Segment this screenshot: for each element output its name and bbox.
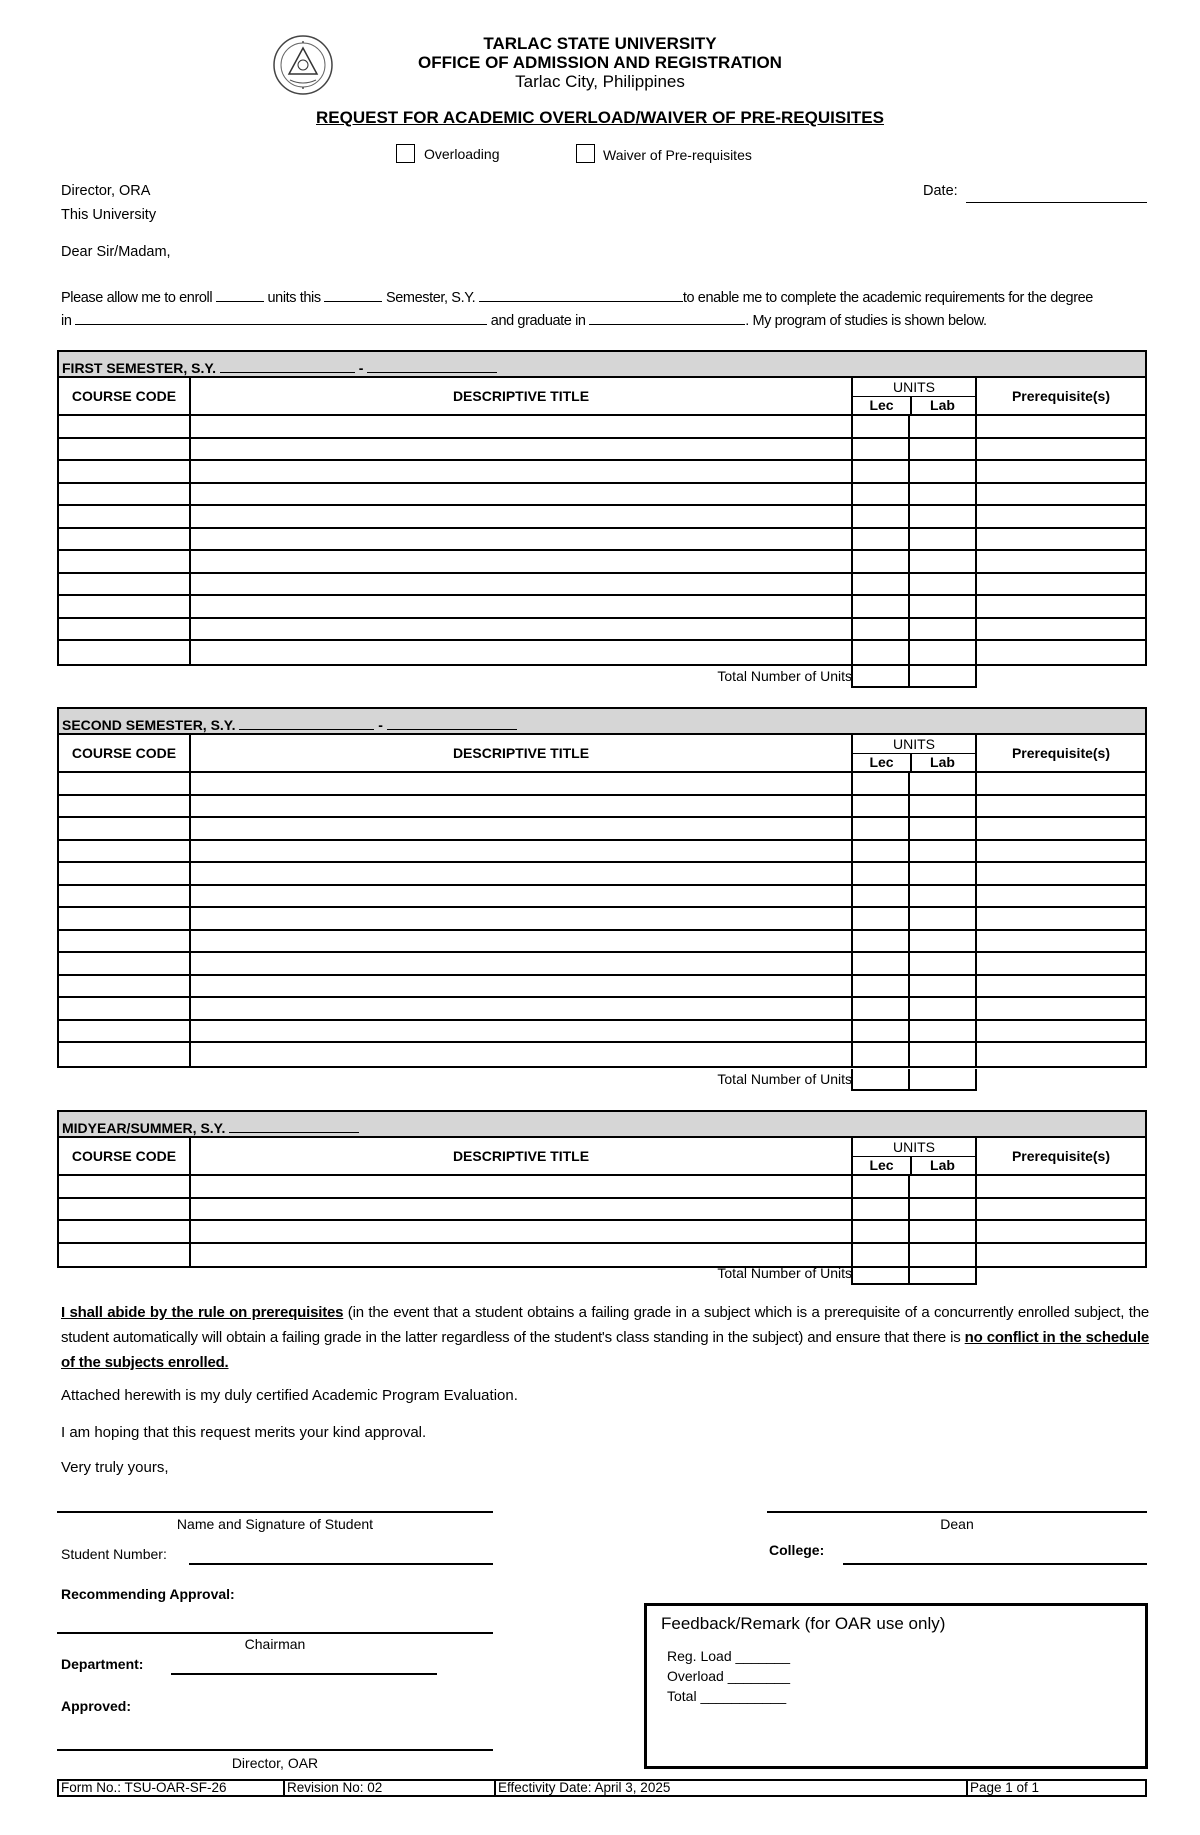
closing-text: Very truly yours, bbox=[61, 1459, 169, 1476]
lec-label: Lec bbox=[853, 396, 912, 414]
descriptive-title-cell[interactable] bbox=[191, 641, 853, 664]
table-row bbox=[59, 1043, 1145, 1066]
school-year-blank[interactable] bbox=[479, 287, 683, 302]
waiver-label: Waiver of Pre-requisites bbox=[603, 147, 752, 163]
pledge-no-conflict: no conflict in the schedule of the subjects enrolled. bbox=[61, 1329, 1149, 1371]
recommending-label: Recommending Approval: bbox=[61, 1586, 235, 1602]
first-total-lab[interactable] bbox=[908, 666, 977, 688]
table-row bbox=[59, 574, 1145, 597]
chairman-signature-line[interactable] bbox=[57, 1632, 493, 1634]
table-row bbox=[59, 641, 1145, 664]
descriptive-title-cell[interactable] bbox=[191, 484, 853, 505]
request-text-1: Please allow me to enroll bbox=[61, 290, 213, 306]
descriptive-title-cell[interactable] bbox=[191, 439, 853, 460]
overloading-label: Overloading bbox=[424, 146, 500, 162]
second-semester-header: SECOND SEMESTER, S.Y. - bbox=[59, 709, 1145, 735]
pledge-rule: I shall abide by the rule on prerequisites bbox=[61, 1304, 344, 1321]
page-number: Page 1 of 1 bbox=[970, 1780, 1040, 1795]
course-code-cell[interactable] bbox=[59, 641, 191, 664]
course-code-cell[interactable] bbox=[59, 976, 191, 997]
first-sy-blank-2[interactable] bbox=[367, 358, 497, 373]
lab-units-cell[interactable] bbox=[910, 484, 977, 505]
col-descriptive-title: DESCRIPTIVE TITLE bbox=[191, 378, 853, 414]
col-prerequisites: Prerequisite(s) bbox=[1011, 1148, 1111, 1164]
descriptive-title-cell[interactable] bbox=[191, 1199, 853, 1220]
table-row bbox=[59, 796, 1145, 819]
prerequisite-cell[interactable] bbox=[977, 641, 1145, 664]
course-code-cell[interactable] bbox=[59, 886, 191, 907]
table-row bbox=[59, 818, 1145, 841]
overload-field[interactable]: Overload ________ bbox=[667, 1668, 790, 1684]
form-title: REQUEST FOR ACADEMIC OVERLOAD/WAIVER OF PRE-REQUISITES bbox=[316, 108, 884, 127]
request-text-4: to enable me to complete the academic requirements for the degree bbox=[682, 290, 1093, 306]
table-row bbox=[59, 908, 1145, 931]
lab-units-cell[interactable] bbox=[910, 641, 977, 664]
lec-units-cell[interactable] bbox=[853, 1176, 910, 1197]
lab-units-cell[interactable] bbox=[910, 908, 977, 929]
descriptive-title-cell[interactable] bbox=[191, 998, 853, 1019]
second-total-lec[interactable] bbox=[851, 1069, 910, 1091]
first-total-label: Total Number of Units bbox=[717, 668, 852, 684]
lab-units-cell[interactable] bbox=[910, 416, 977, 437]
course-code-cell[interactable] bbox=[59, 1199, 191, 1220]
lec-units-cell[interactable] bbox=[853, 1221, 910, 1242]
table-row bbox=[59, 931, 1145, 954]
table-row bbox=[59, 619, 1145, 642]
lec-units-cell[interactable] bbox=[853, 1021, 910, 1042]
director-label: Director, OAR bbox=[231, 1755, 319, 1771]
col-prerequisites: Prerequisite(s) bbox=[1011, 388, 1111, 404]
lab-label: Lab bbox=[930, 1157, 955, 1173]
request-line2 bbox=[61, 310, 987, 329]
summer-total-lab[interactable] bbox=[908, 1263, 977, 1285]
summer-table bbox=[57, 1110, 1147, 1268]
course-code-cell[interactable] bbox=[59, 416, 191, 437]
summer-header: MIDYEAR/SUMMER, S.Y. bbox=[59, 1112, 1145, 1138]
table-row bbox=[59, 976, 1145, 999]
lab-units-cell[interactable] bbox=[910, 773, 977, 794]
lab-units-cell[interactable] bbox=[910, 863, 977, 884]
lab-units-cell[interactable] bbox=[910, 574, 977, 595]
hoping-text: I am hoping that this request merits your kind approval. bbox=[61, 1424, 427, 1441]
course-code-cell[interactable] bbox=[59, 908, 191, 929]
overloading-checkbox[interactable] bbox=[396, 144, 415, 163]
prerequisite-cell[interactable] bbox=[977, 574, 1145, 595]
director-signature-line[interactable] bbox=[57, 1749, 493, 1751]
lec-units-cell[interactable] bbox=[853, 506, 910, 527]
table-row bbox=[59, 596, 1145, 619]
course-code-cell[interactable] bbox=[59, 796, 191, 817]
table-row bbox=[59, 773, 1145, 796]
lec-units-cell[interactable] bbox=[853, 529, 910, 550]
semester-blank[interactable] bbox=[324, 287, 382, 302]
lec-units-cell[interactable] bbox=[853, 908, 910, 929]
request-text-2: units this bbox=[267, 290, 321, 306]
course-code-cell[interactable] bbox=[59, 574, 191, 595]
dean-signature-line[interactable] bbox=[767, 1511, 1147, 1513]
summer-total-lec[interactable] bbox=[851, 1263, 910, 1285]
table-row bbox=[59, 841, 1145, 864]
lec-units-cell[interactable] bbox=[853, 416, 910, 437]
lec-units-cell[interactable] bbox=[853, 773, 910, 794]
lec-units-cell[interactable] bbox=[853, 461, 910, 482]
col-prerequisites: Prerequisite(s) bbox=[1011, 745, 1111, 761]
summer-sy-blank[interactable] bbox=[229, 1118, 359, 1133]
descriptive-title-cell[interactable] bbox=[191, 461, 853, 482]
prerequisite-cell[interactable] bbox=[977, 1221, 1145, 1242]
prerequisite-cell[interactable] bbox=[977, 818, 1145, 839]
table-row bbox=[59, 886, 1145, 909]
lab-units-cell[interactable] bbox=[910, 953, 977, 974]
lec-units-cell[interactable] bbox=[853, 484, 910, 505]
lab-label: Lab bbox=[930, 397, 955, 413]
col-course-code: COURSE CODE bbox=[59, 1138, 191, 1174]
column-header-row bbox=[59, 1138, 1145, 1176]
lec-units-cell[interactable] bbox=[853, 796, 910, 817]
lec-units-cell[interactable] bbox=[853, 596, 910, 617]
lec-units-cell[interactable] bbox=[853, 976, 910, 997]
prerequisite-cell[interactable] bbox=[977, 1043, 1145, 1066]
units-label: UNITS bbox=[853, 1138, 975, 1157]
course-code-cell[interactable] bbox=[59, 931, 191, 952]
prerequisite-cell[interactable] bbox=[977, 773, 1145, 794]
second-total-lab[interactable] bbox=[908, 1069, 977, 1091]
descriptive-title-cell[interactable] bbox=[191, 773, 853, 794]
course-code-cell[interactable] bbox=[59, 619, 191, 640]
prerequisite-cell[interactable] bbox=[977, 484, 1145, 505]
column-header-row bbox=[59, 378, 1145, 416]
prerequisite-cell[interactable] bbox=[977, 551, 1145, 572]
descriptive-title-cell[interactable] bbox=[191, 574, 853, 595]
prerequisite-cell[interactable] bbox=[977, 529, 1145, 550]
course-code-cell[interactable] bbox=[59, 551, 191, 572]
lab-units-cell[interactable] bbox=[910, 461, 977, 482]
course-code-cell[interactable] bbox=[59, 1221, 191, 1242]
table-row bbox=[59, 439, 1145, 462]
lab-units-cell[interactable] bbox=[910, 1021, 977, 1042]
lec-label: Lec bbox=[853, 1156, 912, 1174]
attached-text: Attached herewith is my duly certified Academic Program Evaluation. bbox=[61, 1387, 518, 1404]
office-name: OFFICE OF ADMISSION AND REGISTRATION bbox=[418, 53, 782, 72]
feedback-box bbox=[644, 1603, 1148, 1769]
descriptive-title-cell[interactable] bbox=[191, 619, 853, 640]
descriptive-title-cell[interactable] bbox=[191, 796, 853, 817]
table-row bbox=[59, 1199, 1145, 1222]
table-row bbox=[59, 506, 1145, 529]
lec-units-cell[interactable] bbox=[853, 841, 910, 862]
course-code-cell[interactable] bbox=[59, 1043, 191, 1066]
col-units bbox=[853, 1138, 977, 1174]
lec-units-cell[interactable] bbox=[853, 998, 910, 1019]
lab-units-cell[interactable] bbox=[910, 841, 977, 862]
college-field[interactable] bbox=[843, 1563, 1147, 1565]
prerequisite-cell[interactable] bbox=[977, 416, 1145, 437]
second-total-label: Total Number of Units bbox=[717, 1071, 852, 1087]
second-sy-blank-1[interactable] bbox=[239, 715, 374, 730]
form-number: Form No.: TSU-OAR-SF-26 bbox=[59, 1781, 285, 1795]
lec-units-cell[interactable] bbox=[853, 641, 910, 664]
table-row bbox=[59, 953, 1145, 976]
table-row bbox=[59, 529, 1145, 552]
request-text-6: and graduate in bbox=[490, 313, 586, 329]
lab-units-cell[interactable] bbox=[910, 506, 977, 527]
prerequisite-cell[interactable] bbox=[977, 506, 1145, 527]
pledge-text: (in the event that a student obtains a failing grade in a subject which is a prerequisite of a concurrently enrolled subject, the student automatically will obtain a failing grade in the latter regardless of the student's class standing in the subject) and ensure that there is bbox=[61, 1304, 1150, 1346]
lec-units-cell[interactable] bbox=[853, 931, 910, 952]
form-footer bbox=[57, 1779, 1147, 1797]
course-code-cell[interactable] bbox=[59, 1176, 191, 1197]
course-code-cell[interactable] bbox=[59, 1021, 191, 1042]
table-row bbox=[59, 484, 1145, 507]
lab-units-cell[interactable] bbox=[910, 796, 977, 817]
lec-units-cell[interactable] bbox=[853, 953, 910, 974]
descriptive-title-cell[interactable] bbox=[191, 976, 853, 997]
col-course-code: COURSE CODE bbox=[59, 378, 191, 414]
summer-total-label: Total Number of Units bbox=[717, 1265, 852, 1281]
table-row bbox=[59, 1244, 1145, 1267]
total-field[interactable]: Total ___________ bbox=[667, 1688, 787, 1704]
descriptive-title-cell[interactable] bbox=[191, 953, 853, 974]
lab-units-cell[interactable] bbox=[910, 1043, 977, 1066]
course-code-cell[interactable] bbox=[59, 841, 191, 862]
lec-units-cell[interactable] bbox=[853, 574, 910, 595]
table-row bbox=[59, 863, 1145, 886]
descriptive-title-cell[interactable] bbox=[191, 506, 853, 527]
course-code-cell[interactable] bbox=[59, 461, 191, 482]
descriptive-title-cell[interactable] bbox=[191, 863, 853, 884]
descriptive-title-cell[interactable] bbox=[191, 529, 853, 550]
table-row bbox=[59, 1221, 1145, 1244]
course-code-cell[interactable] bbox=[59, 953, 191, 974]
summer-rows bbox=[59, 1176, 1145, 1266]
prerequisite-cell[interactable] bbox=[977, 1176, 1145, 1197]
table-row bbox=[59, 1021, 1145, 1044]
units-label: UNITS bbox=[853, 735, 975, 754]
prerequisite-cell[interactable] bbox=[977, 976, 1145, 997]
table-row bbox=[59, 551, 1145, 574]
lab-units-cell[interactable] bbox=[910, 551, 977, 572]
lec-units-cell[interactable] bbox=[853, 1043, 910, 1066]
prerequisite-cell[interactable] bbox=[977, 931, 1145, 952]
descriptive-title-cell[interactable] bbox=[191, 1021, 853, 1042]
second-semester-rows bbox=[59, 773, 1145, 1066]
descriptive-title-cell[interactable] bbox=[191, 818, 853, 839]
col-descriptive-title: DESCRIPTIVE TITLE bbox=[191, 735, 853, 771]
college-label: College: bbox=[769, 1542, 825, 1558]
approved-label: Approved: bbox=[61, 1698, 131, 1714]
reg-load-field[interactable]: Reg. Load _______ bbox=[667, 1648, 790, 1664]
lec-units-cell[interactable] bbox=[853, 551, 910, 572]
prerequisite-cell[interactable] bbox=[977, 953, 1145, 974]
student-number-field[interactable] bbox=[189, 1563, 493, 1565]
lec-units-cell[interactable] bbox=[853, 1199, 910, 1220]
date-label: Date: bbox=[923, 183, 958, 199]
waiver-checkbox[interactable] bbox=[576, 144, 595, 163]
department-field[interactable] bbox=[171, 1673, 437, 1675]
lab-units-cell[interactable] bbox=[910, 596, 977, 617]
descriptive-title-cell[interactable] bbox=[191, 931, 853, 952]
revision-number: Revision No: 02 bbox=[285, 1781, 496, 1795]
course-code-cell[interactable] bbox=[59, 506, 191, 527]
col-course-code: COURSE CODE bbox=[59, 735, 191, 771]
lab-units-cell[interactable] bbox=[910, 439, 977, 460]
chairman-label: Chairman bbox=[244, 1636, 306, 1652]
course-code-cell[interactable] bbox=[59, 439, 191, 460]
lab-units-cell[interactable] bbox=[910, 619, 977, 640]
column-header-row bbox=[59, 735, 1145, 773]
university-name: TARLAC STATE UNIVERSITY bbox=[483, 34, 717, 53]
student-signature-line[interactable] bbox=[57, 1511, 493, 1513]
lab-units-cell[interactable] bbox=[910, 976, 977, 997]
course-code-cell[interactable] bbox=[59, 529, 191, 550]
lec-label: Lec bbox=[853, 753, 912, 771]
col-units bbox=[853, 735, 977, 771]
lab-label: Lab bbox=[930, 754, 955, 770]
course-code-cell[interactable] bbox=[59, 773, 191, 794]
descriptive-title-cell[interactable] bbox=[191, 1043, 853, 1066]
first-total-lec[interactable] bbox=[851, 666, 910, 688]
addressee-line1: Director, ORA bbox=[61, 183, 151, 199]
course-code-cell[interactable] bbox=[59, 484, 191, 505]
descriptive-title-cell[interactable] bbox=[191, 1221, 853, 1242]
first-sy-blank-1[interactable] bbox=[220, 358, 355, 373]
col-descriptive-title: DESCRIPTIVE TITLE bbox=[191, 1138, 853, 1174]
descriptive-title-cell[interactable] bbox=[191, 1244, 853, 1267]
course-code-cell[interactable] bbox=[59, 863, 191, 884]
salutation: Dear Sir/Madam, bbox=[61, 244, 171, 260]
lab-units-cell[interactable] bbox=[910, 818, 977, 839]
lab-units-cell[interactable] bbox=[910, 886, 977, 907]
feedback-title: Feedback/Remark (for OAR use only) bbox=[661, 1614, 946, 1633]
pledge-paragraph bbox=[61, 1300, 1149, 1375]
descriptive-title-cell[interactable] bbox=[191, 1176, 853, 1197]
table-row bbox=[59, 461, 1145, 484]
second-sy-blank-2[interactable] bbox=[387, 715, 517, 730]
lec-units-cell[interactable] bbox=[853, 818, 910, 839]
lec-units-cell[interactable] bbox=[853, 439, 910, 460]
prerequisite-cell[interactable] bbox=[977, 596, 1145, 617]
course-code-cell[interactable] bbox=[59, 998, 191, 1019]
lab-units-cell[interactable] bbox=[910, 998, 977, 1019]
prerequisite-cell[interactable] bbox=[977, 796, 1145, 817]
course-code-cell[interactable] bbox=[59, 818, 191, 839]
graduation-blank[interactable] bbox=[589, 310, 745, 325]
descriptive-title-cell[interactable] bbox=[191, 908, 853, 929]
course-code-cell[interactable] bbox=[59, 1244, 191, 1267]
lec-units-cell[interactable] bbox=[853, 619, 910, 640]
col-units bbox=[853, 378, 977, 414]
prerequisite-cell[interactable] bbox=[977, 998, 1145, 1019]
prerequisite-cell[interactable] bbox=[977, 1199, 1145, 1220]
prerequisite-cell[interactable] bbox=[977, 461, 1145, 482]
student-signature-label: Name and Signature of Student bbox=[176, 1516, 374, 1532]
descriptive-title-cell[interactable] bbox=[191, 841, 853, 862]
lab-units-cell[interactable] bbox=[910, 1199, 977, 1220]
request-text-3: Semester, S.Y. bbox=[386, 290, 476, 306]
second-semester-table bbox=[57, 707, 1147, 1068]
table-row bbox=[59, 1176, 1145, 1199]
degree-blank[interactable] bbox=[75, 310, 487, 325]
prerequisite-cell[interactable] bbox=[977, 841, 1145, 862]
student-number-label: Student Number: bbox=[61, 1546, 167, 1562]
first-semester-rows bbox=[59, 416, 1145, 664]
addressee-line2: This University bbox=[61, 207, 157, 223]
descriptive-title-cell[interactable] bbox=[191, 551, 853, 572]
prerequisite-cell[interactable] bbox=[977, 1021, 1145, 1042]
table-row bbox=[59, 998, 1145, 1021]
table-row bbox=[59, 416, 1145, 439]
course-code-cell[interactable] bbox=[59, 596, 191, 617]
lab-units-cell[interactable] bbox=[910, 1221, 977, 1242]
units-label: UNITS bbox=[853, 378, 975, 397]
department-label: Department: bbox=[61, 1656, 144, 1672]
request-text-5: in bbox=[61, 313, 72, 329]
request-text-7: . My program of studies is shown below. bbox=[745, 313, 987, 329]
effectivity-date: Effectivity Date: April 3, 2025 bbox=[496, 1781, 968, 1795]
prerequisite-cell[interactable] bbox=[977, 439, 1145, 460]
lec-units-cell[interactable] bbox=[853, 863, 910, 884]
dean-label: Dean bbox=[940, 1516, 974, 1532]
prerequisite-cell[interactable] bbox=[977, 619, 1145, 640]
prerequisite-cell[interactable] bbox=[977, 886, 1145, 907]
first-semester-table bbox=[57, 350, 1147, 666]
lec-units-cell[interactable] bbox=[853, 886, 910, 907]
first-semester-header: FIRST SEMESTER, S.Y. - bbox=[59, 352, 1145, 378]
descriptive-title-cell[interactable] bbox=[191, 416, 853, 437]
units-blank[interactable] bbox=[216, 287, 264, 302]
lab-units-cell[interactable] bbox=[910, 931, 977, 952]
descriptive-title-cell[interactable] bbox=[191, 596, 853, 617]
request-line1 bbox=[61, 287, 1093, 306]
prerequisite-cell[interactable] bbox=[977, 1244, 1145, 1267]
lab-units-cell[interactable] bbox=[910, 529, 977, 550]
lab-units-cell[interactable] bbox=[910, 1176, 977, 1197]
prerequisite-cell[interactable] bbox=[977, 863, 1145, 884]
prerequisite-cell[interactable] bbox=[977, 908, 1145, 929]
date-field[interactable] bbox=[966, 202, 1147, 203]
city: Tarlac City, Philippines bbox=[515, 72, 685, 91]
descriptive-title-cell[interactable] bbox=[191, 886, 853, 907]
